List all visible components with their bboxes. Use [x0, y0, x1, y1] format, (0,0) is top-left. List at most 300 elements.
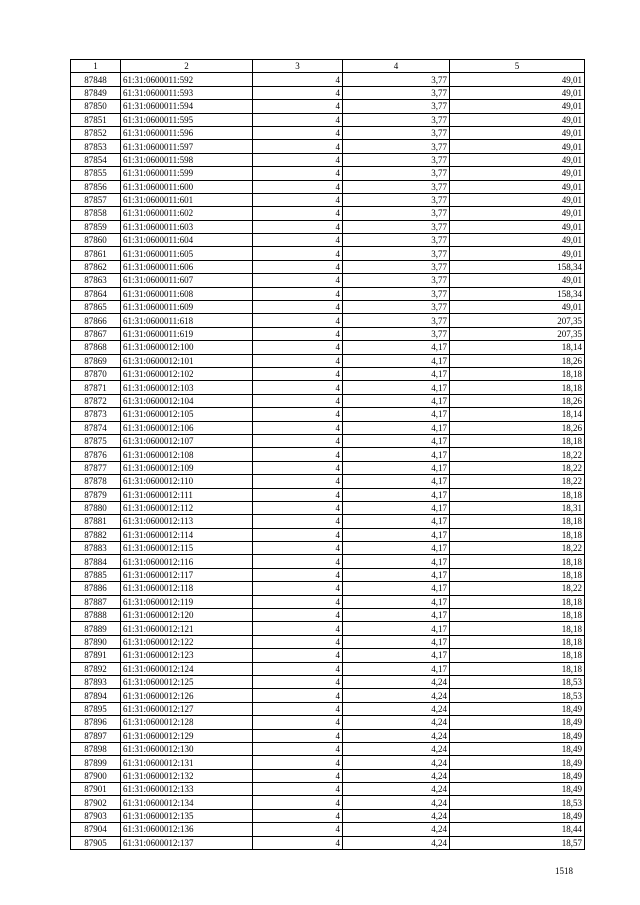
rate-cell: 3,77: [343, 153, 450, 166]
rate-cell: 4,17: [343, 595, 450, 608]
value-cell: 49,01: [450, 153, 585, 166]
code-cell: 4: [253, 796, 343, 809]
cadastral-number-cell: 61:31:0600012:102: [121, 367, 253, 380]
table-row: [71, 461, 585, 474]
rate-cell: 3,77: [343, 180, 450, 193]
code-cell: 4: [253, 126, 343, 139]
row-number-cell: 87879: [71, 488, 121, 501]
row-number-cell: 87878: [71, 475, 121, 488]
column-header-2: 2: [121, 60, 253, 73]
value-cell: 18,53: [450, 675, 585, 688]
value-cell: 18,53: [450, 689, 585, 702]
code-cell: 4: [253, 260, 343, 273]
table-row: [71, 649, 585, 662]
value-cell: 49,01: [450, 73, 585, 86]
code-cell: 4: [253, 595, 343, 608]
value-cell: 49,01: [450, 301, 585, 314]
code-cell: 4: [253, 783, 343, 796]
row-number-cell: 87862: [71, 260, 121, 273]
value-cell: 18,18: [450, 622, 585, 635]
value-cell: 18,53: [450, 796, 585, 809]
row-number-cell: 87864: [71, 287, 121, 300]
rate-cell: 4,24: [343, 702, 450, 715]
row-number-cell: 87857: [71, 193, 121, 206]
value-cell: 49,01: [450, 126, 585, 139]
code-cell: 4: [253, 729, 343, 742]
value-cell: 49,01: [450, 220, 585, 233]
cadastral-number-cell: 61:31:0600012:137: [121, 836, 253, 849]
code-cell: 4: [253, 193, 343, 206]
cadastral-number-cell: 61:31:0600012:135: [121, 809, 253, 822]
table-row: [71, 528, 585, 541]
cadastral-number-cell: 61:31:0600012:127: [121, 702, 253, 715]
value-cell: 18,14: [450, 341, 585, 354]
code-cell: 4: [253, 220, 343, 233]
value-cell: 18,49: [450, 809, 585, 822]
row-number-cell: 87850: [71, 100, 121, 113]
rate-cell: 3,77: [343, 86, 450, 99]
code-cell: 4: [253, 100, 343, 113]
rate-cell: 4,17: [343, 622, 450, 635]
code-cell: 4: [253, 421, 343, 434]
row-number-cell: 87880: [71, 501, 121, 514]
code-cell: 4: [253, 354, 343, 367]
cadastral-number-cell: 61:31:0600011:595: [121, 113, 253, 126]
code-cell: 4: [253, 649, 343, 662]
cadastral-number-cell: 61:31:0600012:134: [121, 796, 253, 809]
table-row: [71, 153, 585, 166]
table-row: [71, 595, 585, 608]
cadastral-number-cell: 61:31:0600012:111: [121, 488, 253, 501]
code-cell: 4: [253, 662, 343, 675]
row-number-cell: 87854: [71, 153, 121, 166]
rate-cell: 4,24: [343, 756, 450, 769]
code-cell: 4: [253, 448, 343, 461]
value-cell: 18,26: [450, 394, 585, 407]
table-row: [71, 836, 585, 849]
rate-cell: 4,17: [343, 394, 450, 407]
code-cell: 4: [253, 756, 343, 769]
rate-cell: 3,77: [343, 314, 450, 327]
cadastral-number-cell: 61:31:0600011:608: [121, 287, 253, 300]
rate-cell: 4,24: [343, 809, 450, 822]
rate-cell: 3,77: [343, 274, 450, 287]
row-number-cell: 87853: [71, 140, 121, 153]
cadastral-number-cell: 61:31:0600011:606: [121, 260, 253, 273]
table-row: [71, 100, 585, 113]
table-row: [71, 113, 585, 126]
table-row: [71, 274, 585, 287]
rate-cell: 4,17: [343, 635, 450, 648]
rate-cell: 4,17: [343, 367, 450, 380]
rate-cell: 3,77: [343, 193, 450, 206]
code-cell: 4: [253, 327, 343, 340]
rate-cell: 4,17: [343, 421, 450, 434]
code-cell: 4: [253, 140, 343, 153]
rate-cell: 4,24: [343, 716, 450, 729]
cadastral-number-cell: 61:31:0600012:123: [121, 649, 253, 662]
code-cell: 4: [253, 555, 343, 568]
table-row: [71, 394, 585, 407]
rate-cell: 4,24: [343, 675, 450, 688]
value-cell: 18,44: [450, 823, 585, 836]
table-row: [71, 769, 585, 782]
rate-cell: 4,17: [343, 609, 450, 622]
row-number-cell: 87905: [71, 836, 121, 849]
cadastral-number-cell: 61:31:0600012:118: [121, 582, 253, 595]
value-cell: 49,01: [450, 100, 585, 113]
cadastral-number-cell: 61:31:0600011:619: [121, 327, 253, 340]
rate-cell: 3,77: [343, 234, 450, 247]
table-row: [71, 809, 585, 822]
rate-cell: 4,17: [343, 582, 450, 595]
rate-cell: 4,17: [343, 475, 450, 488]
row-number-cell: 87874: [71, 421, 121, 434]
cadastral-number-cell: 61:31:0600012:124: [121, 662, 253, 675]
rate-cell: 4,24: [343, 689, 450, 702]
table-row: [71, 434, 585, 447]
rate-cell: 4,17: [343, 542, 450, 555]
row-number-cell: 87902: [71, 796, 121, 809]
table-row: [71, 622, 585, 635]
cadastral-number-cell: 61:31:0600012:110: [121, 475, 253, 488]
table-row: [71, 488, 585, 501]
row-number-cell: 87863: [71, 274, 121, 287]
value-cell: 207,35: [450, 314, 585, 327]
cadastral-number-cell: 61:31:0600011:601: [121, 193, 253, 206]
code-cell: 4: [253, 689, 343, 702]
rate-cell: 3,77: [343, 140, 450, 153]
cadastral-number-cell: 61:31:0600011:599: [121, 167, 253, 180]
column-header-5: 5: [450, 60, 585, 73]
rate-cell: 3,77: [343, 247, 450, 260]
cadastral-number-cell: 61:31:0600012:120: [121, 609, 253, 622]
table-row: [71, 542, 585, 555]
value-cell: 18,18: [450, 609, 585, 622]
cadastral-number-cell: 61:31:0600012:131: [121, 756, 253, 769]
value-cell: 18,49: [450, 716, 585, 729]
code-cell: 4: [253, 434, 343, 447]
column-header-4: 4: [343, 60, 450, 73]
table-row: [71, 408, 585, 421]
cadastral-number-cell: 61:31:0600012:132: [121, 769, 253, 782]
table-row: [71, 501, 585, 514]
code-cell: 4: [253, 341, 343, 354]
data-table: [70, 59, 585, 850]
code-cell: 4: [253, 823, 343, 836]
cadastral-number-cell: 61:31:0600012:128: [121, 716, 253, 729]
value-cell: 18,26: [450, 354, 585, 367]
row-number-cell: 87851: [71, 113, 121, 126]
row-number-cell: 87896: [71, 716, 121, 729]
row-number-cell: 87871: [71, 381, 121, 394]
rate-cell: 4,17: [343, 434, 450, 447]
rate-cell: 4,24: [343, 836, 450, 849]
row-number-cell: 87861: [71, 247, 121, 260]
cadastral-number-cell: 61:31:0600012:101: [121, 354, 253, 367]
code-cell: 4: [253, 408, 343, 421]
rate-cell: 4,17: [343, 354, 450, 367]
value-cell: 49,01: [450, 207, 585, 220]
value-cell: 18,18: [450, 367, 585, 380]
value-cell: 49,01: [450, 234, 585, 247]
cadastral-number-cell: 61:31:0600011:602: [121, 207, 253, 220]
rate-cell: 4,24: [343, 729, 450, 742]
row-number-cell: 87865: [71, 301, 121, 314]
value-cell: 18,26: [450, 421, 585, 434]
code-cell: 4: [253, 515, 343, 528]
table-row: [71, 823, 585, 836]
table-row: [71, 341, 585, 354]
row-number-cell: 87897: [71, 729, 121, 742]
cadastral-number-cell: 61:31:0600012:136: [121, 823, 253, 836]
table-row: [71, 421, 585, 434]
row-number-cell: 87848: [71, 73, 121, 86]
cadastral-number-cell: 61:31:0600012:114: [121, 528, 253, 541]
row-number-cell: 87888: [71, 609, 121, 622]
page-number: 1518: [555, 866, 573, 876]
rate-cell: 3,77: [343, 113, 450, 126]
cadastral-number-cell: 61:31:0600012:112: [121, 501, 253, 514]
column-header-1: 1: [71, 60, 121, 73]
table-row: [71, 742, 585, 755]
code-cell: 4: [253, 394, 343, 407]
column-header-3: 3: [253, 60, 343, 73]
row-number-cell: 87891: [71, 649, 121, 662]
cadastral-number-cell: 61:31:0600012:122: [121, 635, 253, 648]
table-row: [71, 86, 585, 99]
cadastral-number-cell: 61:31:0600012:129: [121, 729, 253, 742]
code-cell: 4: [253, 86, 343, 99]
row-number-cell: 87901: [71, 783, 121, 796]
code-cell: 4: [253, 367, 343, 380]
row-number-cell: 87889: [71, 622, 121, 635]
rate-cell: 3,77: [343, 327, 450, 340]
row-number-cell: 87886: [71, 582, 121, 595]
value-cell: 18,49: [450, 702, 585, 715]
table-row: [71, 635, 585, 648]
table-row: [71, 193, 585, 206]
value-cell: 18,49: [450, 742, 585, 755]
row-number-cell: 87858: [71, 207, 121, 220]
rate-cell: 3,77: [343, 100, 450, 113]
code-cell: 4: [253, 702, 343, 715]
row-number-cell: 87893: [71, 675, 121, 688]
cadastral-number-cell: 61:31:0600012:106: [121, 421, 253, 434]
cadastral-number-cell: 61:31:0600012:103: [121, 381, 253, 394]
table-row: [71, 702, 585, 715]
row-number-cell: 87866: [71, 314, 121, 327]
row-number-cell: 87859: [71, 220, 121, 233]
cadastral-number-cell: 61:31:0600012:117: [121, 568, 253, 581]
table-row: [71, 301, 585, 314]
rate-cell: 4,24: [343, 783, 450, 796]
table-row: [71, 287, 585, 300]
value-cell: 18,49: [450, 756, 585, 769]
value-cell: 18,18: [450, 635, 585, 648]
value-cell: 49,01: [450, 167, 585, 180]
value-cell: 18,49: [450, 783, 585, 796]
cadastral-number-cell: 61:31:0600011:600: [121, 180, 253, 193]
code-cell: 4: [253, 207, 343, 220]
value-cell: 158,34: [450, 260, 585, 273]
cadastral-number-cell: 61:31:0600012:107: [121, 434, 253, 447]
cadastral-number-cell: 61:31:0600012:133: [121, 783, 253, 796]
rate-cell: 3,77: [343, 167, 450, 180]
code-cell: 4: [253, 475, 343, 488]
row-number-cell: 87898: [71, 742, 121, 755]
value-cell: 18,22: [450, 461, 585, 474]
rate-cell: 4,17: [343, 501, 450, 514]
cadastral-number-cell: 61:31:0600011:605: [121, 247, 253, 260]
table-row: [71, 582, 585, 595]
row-number-cell: 87870: [71, 367, 121, 380]
table-row: [71, 609, 585, 622]
row-number-cell: 87884: [71, 555, 121, 568]
cadastral-number-cell: 61:31:0600012:121: [121, 622, 253, 635]
rate-cell: 4,17: [343, 662, 450, 675]
table-row: [71, 260, 585, 273]
table-row: [71, 475, 585, 488]
row-number-cell: 87872: [71, 394, 121, 407]
table-row: [71, 796, 585, 809]
row-number-cell: 87869: [71, 354, 121, 367]
cadastral-number-cell: 61:31:0600011:607: [121, 274, 253, 287]
rate-cell: 4,17: [343, 341, 450, 354]
value-cell: 49,01: [450, 247, 585, 260]
row-number-cell: 87877: [71, 461, 121, 474]
rate-cell: 4,24: [343, 769, 450, 782]
value-cell: 49,01: [450, 274, 585, 287]
code-cell: 4: [253, 622, 343, 635]
code-cell: 4: [253, 542, 343, 555]
value-cell: 18,14: [450, 408, 585, 421]
value-cell: 18,18: [450, 568, 585, 581]
code-cell: 4: [253, 73, 343, 86]
cadastral-number-cell: 61:31:0600012:126: [121, 689, 253, 702]
code-cell: 4: [253, 153, 343, 166]
table-row: [71, 716, 585, 729]
table-row: [71, 381, 585, 394]
table-row: [71, 675, 585, 688]
code-cell: 4: [253, 501, 343, 514]
code-cell: 4: [253, 742, 343, 755]
table-row: [71, 220, 585, 233]
table-body: [71, 73, 585, 850]
cadastral-number-cell: 61:31:0600012:108: [121, 448, 253, 461]
rate-cell: 4,24: [343, 823, 450, 836]
cadastral-number-cell: 61:31:0600011:592: [121, 73, 253, 86]
cadastral-number-cell: 61:31:0600012:116: [121, 555, 253, 568]
value-cell: 18,18: [450, 528, 585, 541]
table-row: [71, 234, 585, 247]
cadastral-number-cell: 61:31:0600011:604: [121, 234, 253, 247]
value-cell: 18,22: [450, 475, 585, 488]
code-cell: 4: [253, 113, 343, 126]
row-number-cell: 87867: [71, 327, 121, 340]
rate-cell: 4,17: [343, 488, 450, 501]
code-cell: 4: [253, 528, 343, 541]
cadastral-number-cell: 61:31:0600012:105: [121, 408, 253, 421]
value-cell: 18,31: [450, 501, 585, 514]
table-row: [71, 448, 585, 461]
table-row: [71, 729, 585, 742]
value-cell: 49,01: [450, 86, 585, 99]
value-cell: 18,18: [450, 488, 585, 501]
code-cell: 4: [253, 568, 343, 581]
cadastral-number-cell: 61:31:0600011:603: [121, 220, 253, 233]
rate-cell: 4,17: [343, 568, 450, 581]
cadastral-number-cell: 61:31:0600012:100: [121, 341, 253, 354]
row-number-cell: 87895: [71, 702, 121, 715]
row-number-cell: 87894: [71, 689, 121, 702]
row-number-cell: 87849: [71, 86, 121, 99]
value-cell: 18,18: [450, 649, 585, 662]
value-cell: 49,01: [450, 140, 585, 153]
table-row: [71, 783, 585, 796]
code-cell: 4: [253, 582, 343, 595]
rate-cell: 4,17: [343, 528, 450, 541]
cadastral-number-cell: 61:31:0600011:609: [121, 301, 253, 314]
rate-cell: 4,24: [343, 796, 450, 809]
code-cell: 4: [253, 287, 343, 300]
cadastral-number-cell: 61:31:0600012:113: [121, 515, 253, 528]
code-cell: 4: [253, 234, 343, 247]
cadastral-number-cell: 61:31:0600012:119: [121, 595, 253, 608]
value-cell: 18,18: [450, 662, 585, 675]
value-cell: 18,57: [450, 836, 585, 849]
row-number-cell: 87856: [71, 180, 121, 193]
table-row: [71, 515, 585, 528]
row-number-cell: 87887: [71, 595, 121, 608]
value-cell: 18,22: [450, 582, 585, 595]
row-number-cell: 87882: [71, 528, 121, 541]
value-cell: 207,35: [450, 327, 585, 340]
table-row: [71, 555, 585, 568]
value-cell: 49,01: [450, 113, 585, 126]
table-row: [71, 568, 585, 581]
rate-cell: 3,77: [343, 126, 450, 139]
table-header-row: [71, 60, 585, 73]
code-cell: 4: [253, 381, 343, 394]
rate-cell: 4,17: [343, 448, 450, 461]
cadastral-number-cell: 61:31:0600011:593: [121, 86, 253, 99]
row-number-cell: 87890: [71, 635, 121, 648]
value-cell: 18,49: [450, 769, 585, 782]
row-number-cell: 87876: [71, 448, 121, 461]
row-number-cell: 87885: [71, 568, 121, 581]
rate-cell: 3,77: [343, 207, 450, 220]
row-number-cell: 87881: [71, 515, 121, 528]
code-cell: 4: [253, 809, 343, 822]
value-cell: 49,01: [450, 193, 585, 206]
code-cell: 4: [253, 274, 343, 287]
code-cell: 4: [253, 180, 343, 193]
rate-cell: 4,17: [343, 408, 450, 421]
cadastral-number-cell: 61:31:0600012:115: [121, 542, 253, 555]
cadastral-number-cell: 61:31:0600012:125: [121, 675, 253, 688]
cadastral-number-cell: 61:31:0600011:597: [121, 140, 253, 153]
cadastral-number-cell: 61:31:0600011:594: [121, 100, 253, 113]
rate-cell: 4,17: [343, 381, 450, 394]
row-number-cell: 87903: [71, 809, 121, 822]
table-row: [71, 689, 585, 702]
code-cell: 4: [253, 488, 343, 501]
row-number-cell: 87883: [71, 542, 121, 555]
table-row: [71, 140, 585, 153]
cadastral-number-cell: 61:31:0600012:130: [121, 742, 253, 755]
row-number-cell: 87900: [71, 769, 121, 782]
